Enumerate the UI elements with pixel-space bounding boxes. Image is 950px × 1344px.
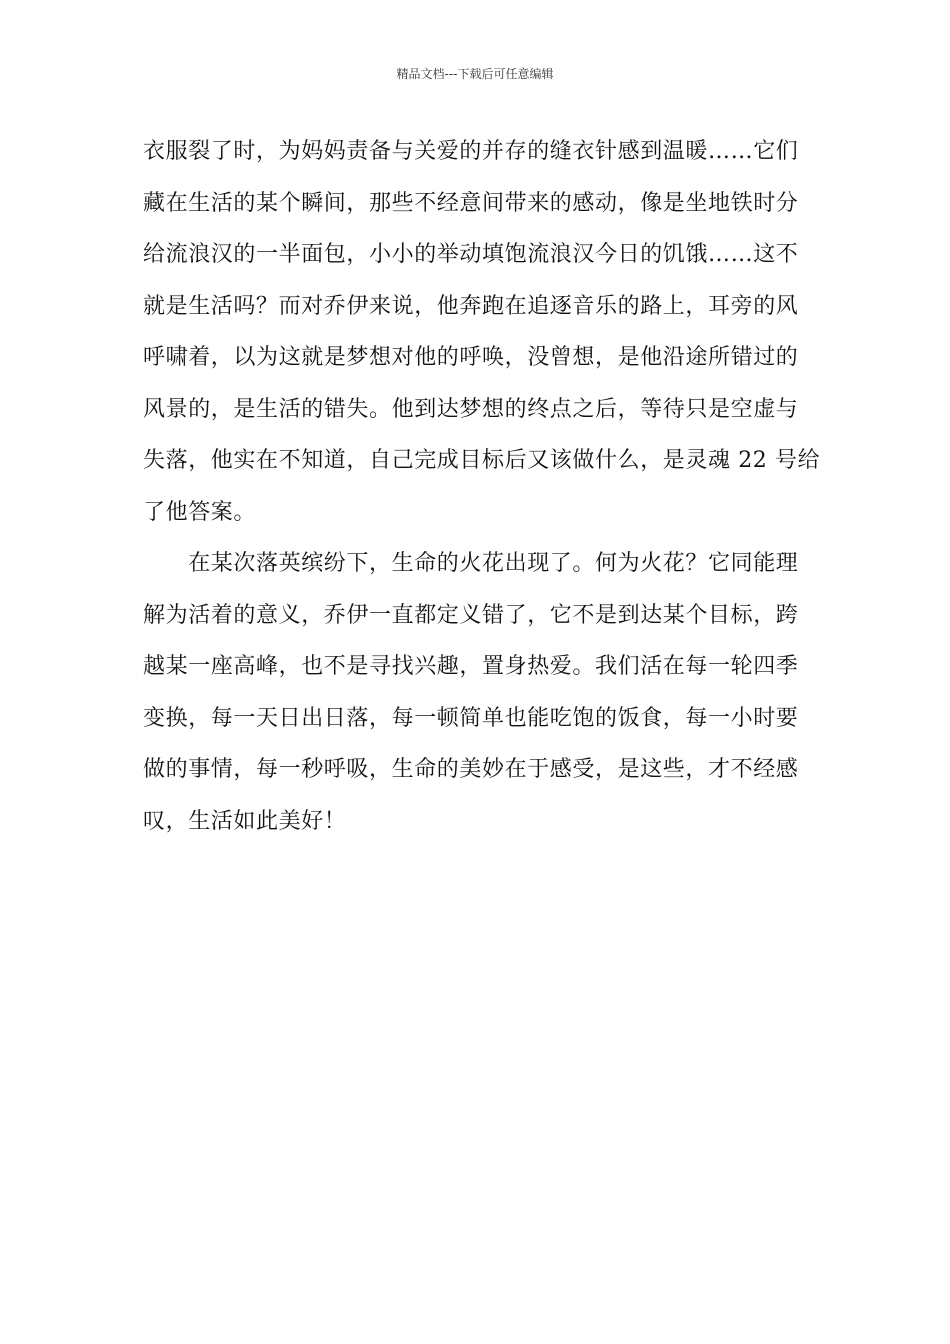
text-line: 解为活着的意义，乔伊一直都定义错了，它不是到达某个目标，跨 xyxy=(143,602,799,628)
text-line: 叹，生活如此美好！ xyxy=(143,808,347,834)
paragraph-1 xyxy=(143,132,821,544)
text-line: 风景的，是生活的错失。他到达梦想的终点之后，等待只是空虚与 xyxy=(143,396,799,422)
text-line: 失落，他实在不知道，自己完成目标后又该做什么，是灵魂 22 号给 xyxy=(143,448,821,473)
text-line: 了他答案。 xyxy=(143,499,257,525)
text-line: 变换，每一天日出日落，每一顿简单也能吃饱的饭食，每一小时要 xyxy=(143,705,799,731)
text-line: 在某次落英缤纷下，生命的火花出现了。何为火花？它同能理 xyxy=(143,551,799,576)
document-body xyxy=(143,132,821,853)
text-line: 衣服裂了时，为妈妈责备与关爱的并存的缝衣针感到温暖……它们 xyxy=(143,139,799,164)
page-header: 精品文档---下载后可任意编辑 xyxy=(396,67,554,81)
text-line: 给流浪汉的一半面包，小小的举动填饱流浪汉今日的饥饿……这不 xyxy=(143,242,799,267)
text-line: 就是生活吗？而对乔伊来说，他奔跑在追逐音乐的路上，耳旁的风 xyxy=(143,293,799,319)
text-line: 藏在生活的某个瞬间，那些不经意间带来的感动，像是坐地铁时分 xyxy=(143,190,799,216)
text-line: 呼啸着，以为这就是梦想对他的呼唤，没曾想，是他沿途所错过的 xyxy=(143,345,799,370)
text-line: 越某一座高峰，也不是寻找兴趣，置身热爱。我们活在每一轮四季 xyxy=(143,654,799,679)
paragraph-2 xyxy=(143,544,813,853)
text-line: 做的事情，每一秒呼吸，生命的美妙在于感受，是这些，才不经感 xyxy=(143,757,799,782)
